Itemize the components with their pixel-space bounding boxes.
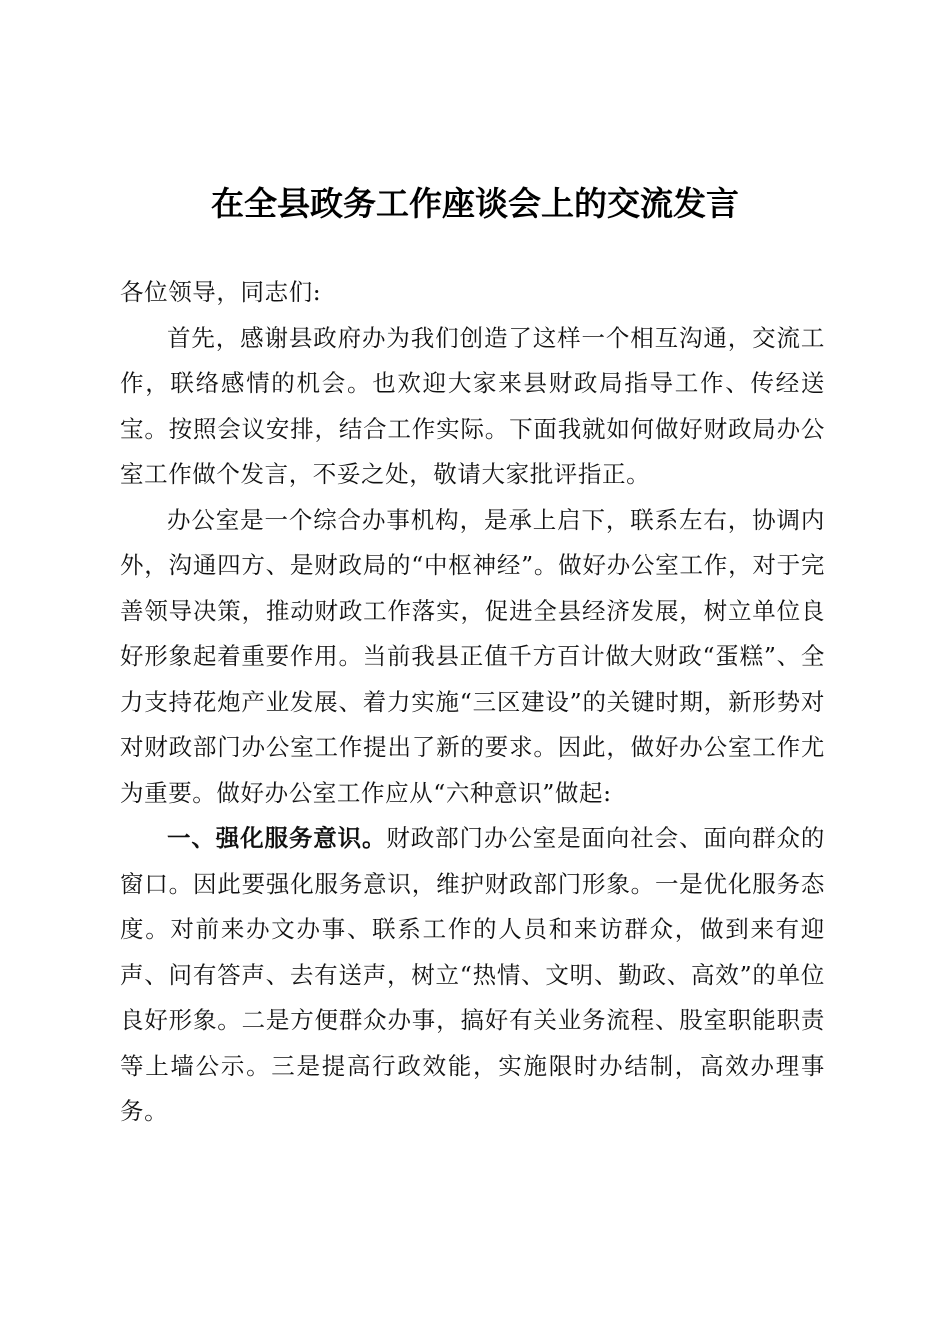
document-title: 在全县政务工作座谈会上的交流发言	[211, 184, 739, 223]
paragraph-opening	[120, 316, 825, 498]
section-heading: 一、强化服务意识。	[167, 824, 387, 852]
paragraph-text: 财政部门办公室是面向社会、面向群众的窗口。因此要强化服务意识，维护财政部门形象。一是优化服务态度。对前来办文办事、联系工作的人员和来访群众，做到来有迎声、问有答声、去有送声，树立“热情、文明、勤政、高效”的单位良好形象。二是方便群众办事，搞好有关业务流程、股室职能职责等上墙公示。三是提高行政效能，实施限时办结制，高效办理事务。	[120, 824, 825, 1125]
paragraph-text: 首先，感谢县政府办为我们创造了这样一个相互沟通，交流工作，联络感情的机会。也欢迎大家来县财政局指导工作、传经送宝。按照会议安排，结合工作实际。下面我就如何做好财政局办公室工作做个发言，不妥之处，敬请大家批评指正。	[120, 323, 825, 488]
paragraph-office-role	[120, 498, 825, 817]
paragraph-service-awareness	[120, 816, 825, 1135]
paragraph-text: 办公室是一个综合办事机构，是承上启下，联系左右，协调内外，沟通四方、是财政局的“中枢神经”。做好办公室工作，对于完善领导决策，推动财政工作落实，促进全县经济发展，树立单位良好形象起着重要作用。当前我县正值千方百计做大财政“蛋糕”、全力支持花炮产业发展、着力实施“三区建设”的关键时期，新形势对对财政部门办公室工作提出了新的要求。因此，做好办公室工作尤为重要。做好办公室工作应从“六种意识”做起:	[120, 505, 825, 807]
salutation: 各位领导，同志们:	[120, 278, 322, 306]
document-body	[120, 270, 825, 1135]
